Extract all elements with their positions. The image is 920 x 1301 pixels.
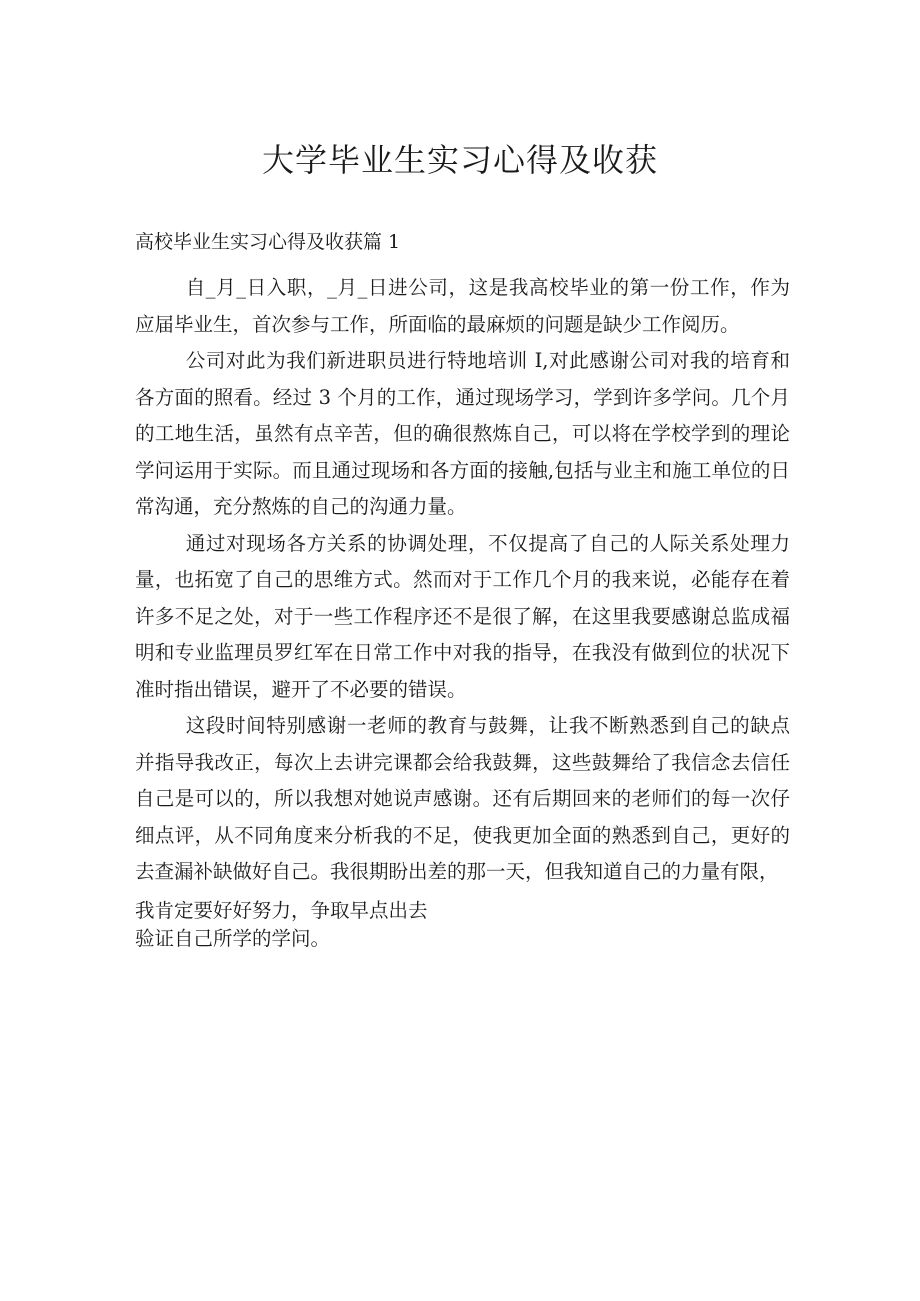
paragraph-tail-line: 验证自己所学的学问。: [135, 926, 331, 950]
paragraph: 这段时间特别感谢一老师的教育与鼓舞，让我不断熟悉到自己的缺点并指导我改正，每次上去讲完课都会给我鼓舞，这些鼓舞给了我信念去信任自己是可以的，所以我想对她说声感谢。还有后期回来的老师们的每一次仔细点评，从不同角度来分析我的不足，使我更加全面的熟悉到自己，更好的去查漏补缺做好自己。我很期盼出差的那一天，但我知道自己的力量有限，: [135, 714, 790, 883]
paragraph: 自_月_日入职，_月_日进公司，这是我高校毕业的第一份工作，作为应届毕业生，首次参与工作，所面临的最麻烦的问题是缺少工作阅历。: [135, 276, 790, 336]
section-heading: 高校毕业生实习心得及收获篇 1: [135, 231, 401, 253]
paragraph: 通过对现场各方关系的协调处理，不仅提高了自己的人际关系处理力量，也拓宽了自己的思维方式。然而对于工作几个月的我来说，必能存在着许多不足之处，对于一些工作程序还不是很了解，在这里我要感谢总监成福明和专业监理员罗红军在日常工作中对我的指导，在我没有做到位的状况下准时指出错误，避开了不必要的错误。: [135, 531, 790, 701]
document-body: [135, 270, 790, 953]
document-title: 大学毕业生实习心得及收获: [261, 141, 658, 179]
paragraph-tail-line: 我肯定要好好努力，争取早点出去: [135, 898, 428, 922]
paragraph: 公司对此为我们新进职员进行特地培训 I,对此感谢公司对我的培育和各方面的照看。经过 3 个月的工作，通过现场学习，学到许多学问。几个月的工地生活，虽然有点辛苦，但的确很熬炼自己，可以将在学校学到的理论学问运用于实际。而且通过现场和各方面的接触,包括与业主和施工单位的日常沟通，充分熬炼的自己的沟通力量。: [135, 349, 790, 518]
